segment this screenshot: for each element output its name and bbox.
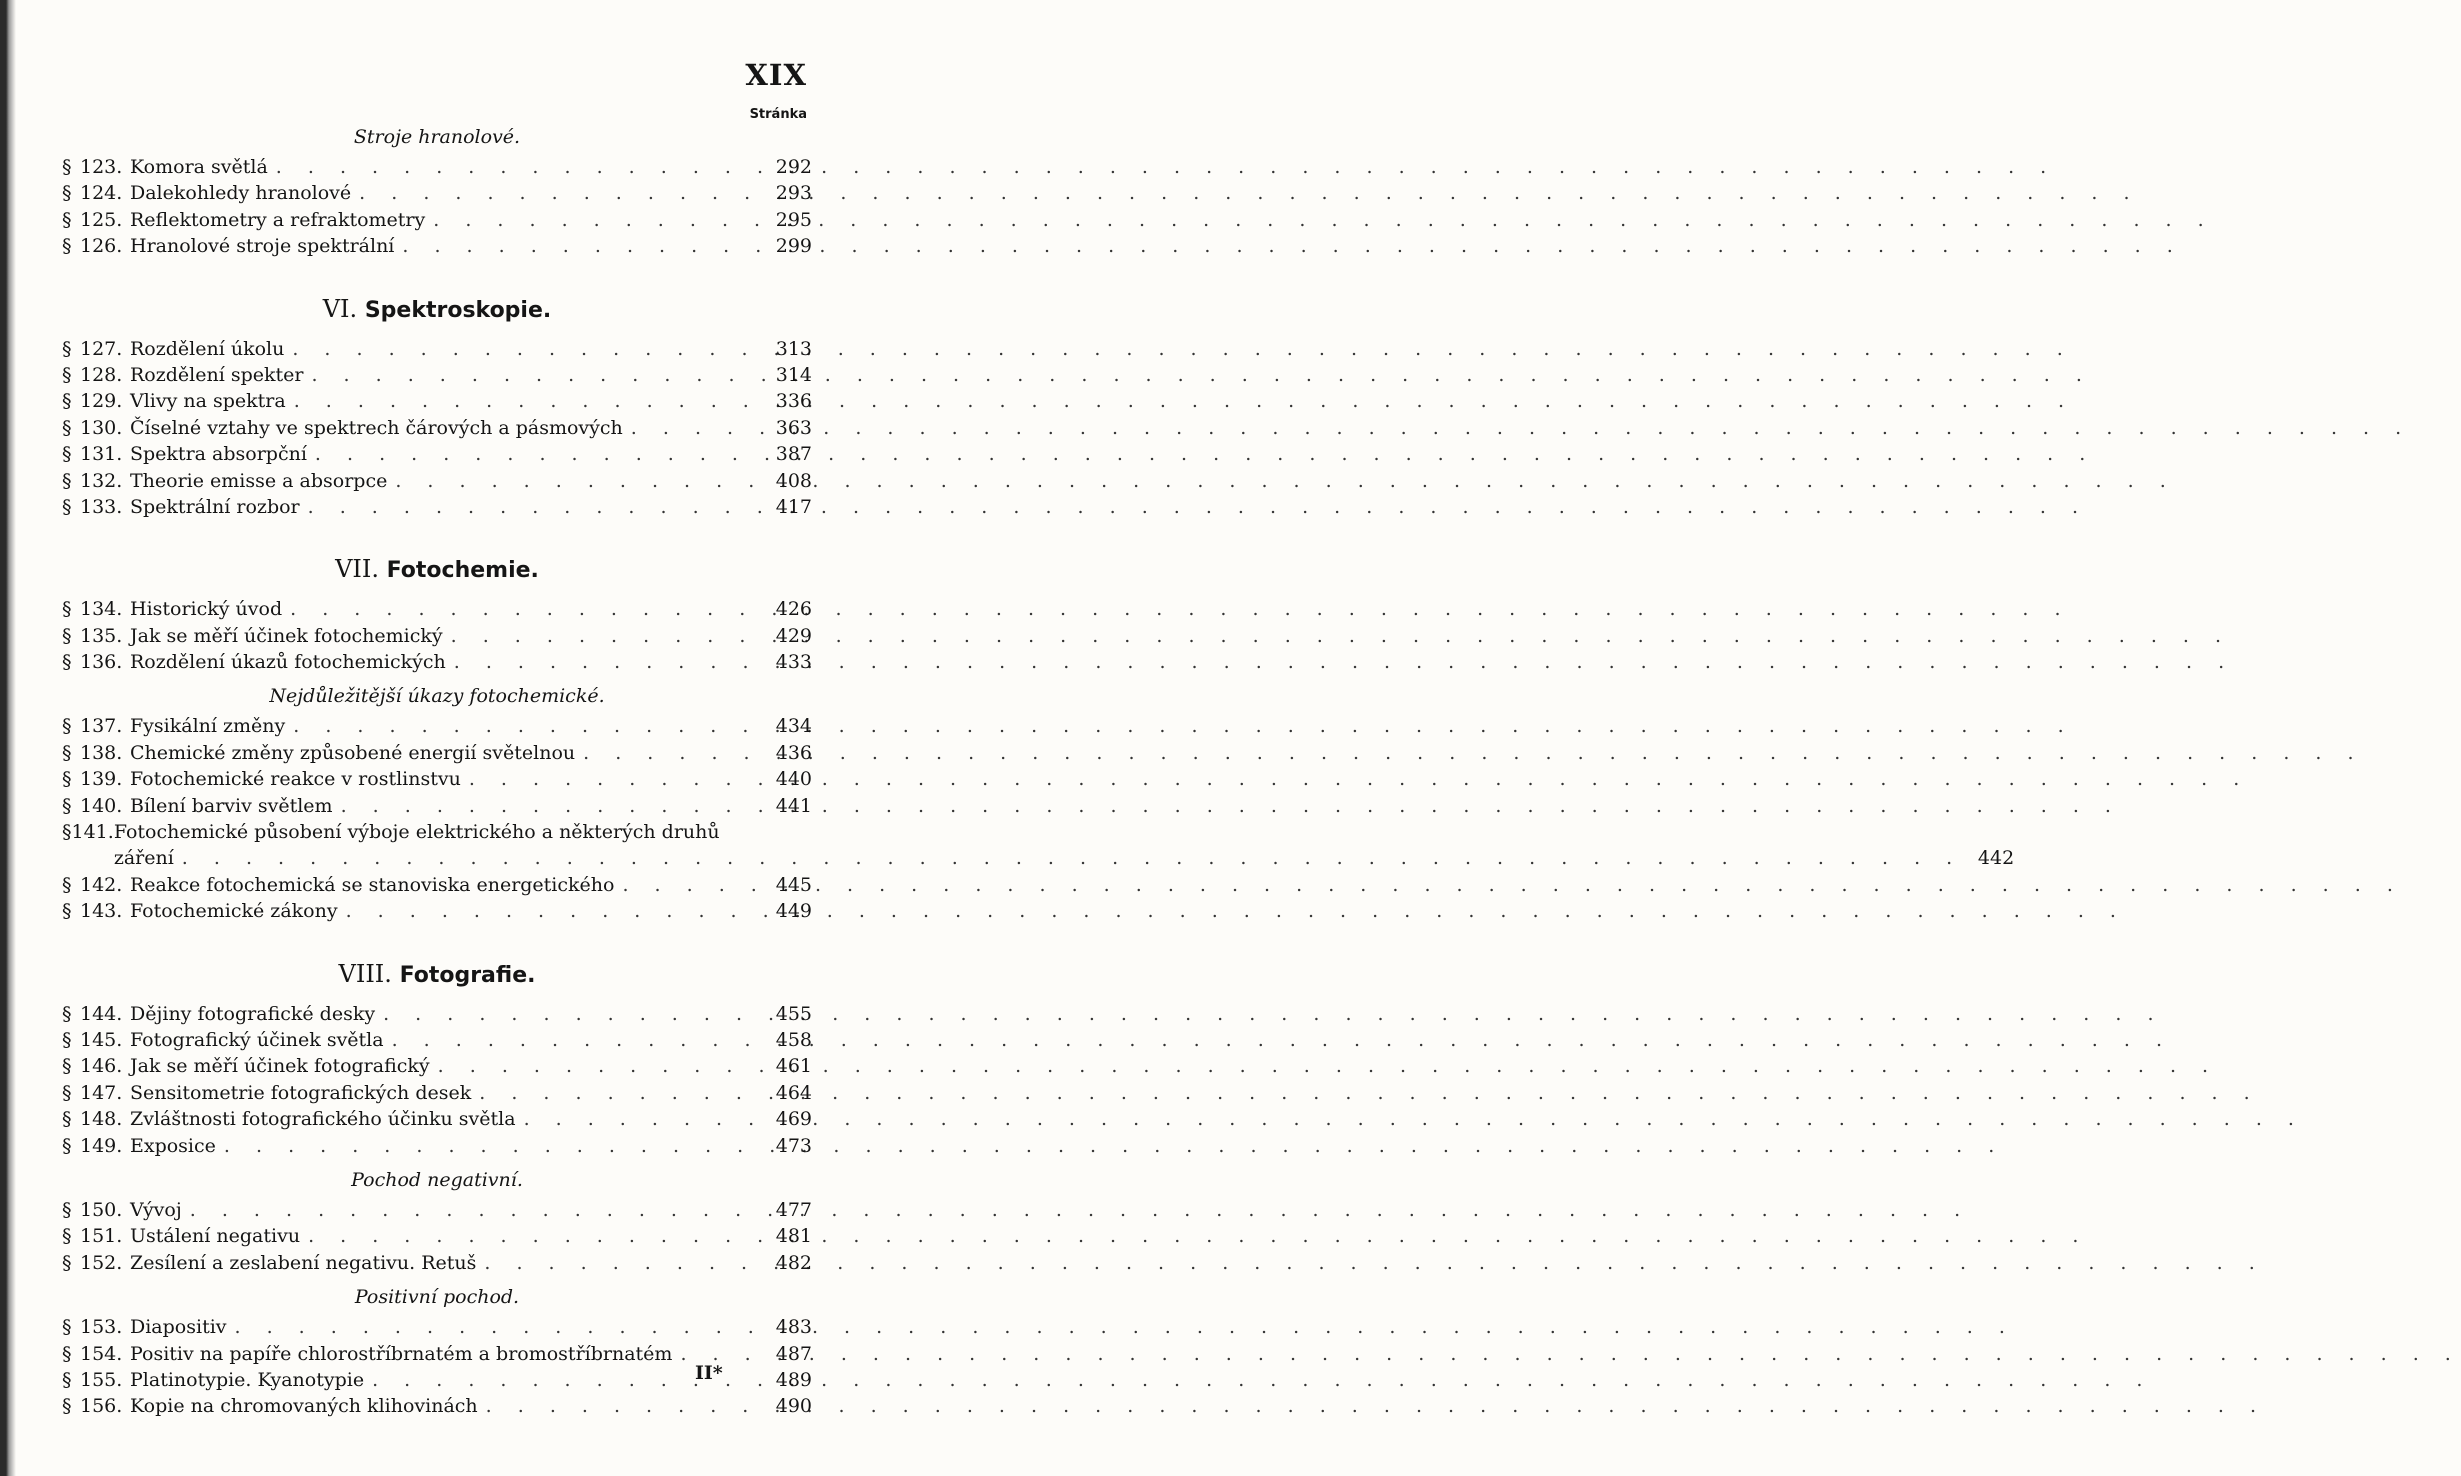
toc-entry <box>62 1082 812 1108</box>
entry-page: 295 <box>775 208 812 231</box>
toc-entry <box>62 742 812 768</box>
section-sign: § <box>62 495 72 518</box>
section-sign: § <box>62 443 72 466</box>
entry-title: Diapositiv <box>130 1316 227 1339</box>
section-sign: § <box>62 873 72 896</box>
entry-body <box>130 1108 760 1130</box>
section-sign: § <box>62 598 72 621</box>
entry-page: 440 <box>775 768 812 791</box>
section-sign: § <box>62 469 72 492</box>
entry-body <box>130 1395 760 1417</box>
entry-body <box>130 1055 760 1077</box>
section-sign: § <box>62 715 72 738</box>
dot-leader <box>174 847 1962 869</box>
entry-body <box>130 1082 760 1104</box>
entry-title: Dějiny fotografické desky <box>130 1002 376 1025</box>
section-number: 134. <box>80 598 123 621</box>
section-subheading: Pochod negativní. <box>351 1168 523 1191</box>
chapter-numeral: VII. <box>335 555 380 584</box>
entry-page: 429 <box>775 624 812 647</box>
section-sign: § <box>62 624 72 647</box>
section-number: 145. <box>80 1028 123 1051</box>
section-sign: § <box>62 363 72 386</box>
entry-body <box>130 390 760 412</box>
dot-leader <box>614 874 2402 896</box>
entry-page: 441 <box>775 794 812 817</box>
section-number: 148. <box>80 1108 123 1131</box>
entry-page: 455 <box>775 1002 812 1025</box>
dot-leader <box>384 1029 2172 1051</box>
entry-title: Dalekohledy hranolové <box>130 182 352 205</box>
dot-leader <box>425 209 2213 231</box>
entry-body <box>130 1343 760 1365</box>
section-sign: § <box>62 1342 72 1365</box>
entry-title: Hranolové stroje spektrální <box>130 235 395 258</box>
dot-leader <box>285 715 2073 737</box>
toc-entry <box>62 1316 812 1342</box>
entry-body <box>130 1369 760 1391</box>
entry-body <box>130 156 760 178</box>
dot-leader <box>268 156 2056 178</box>
toc-entry <box>62 496 812 522</box>
entry-body <box>130 1029 760 1051</box>
section-number: 135. <box>80 624 123 647</box>
toc-entry <box>62 625 812 651</box>
entry-body <box>130 182 760 204</box>
entry-page: 449 <box>775 900 812 923</box>
section-number: 153. <box>80 1316 123 1339</box>
section-number: 143. <box>80 900 123 923</box>
section-number: 137. <box>80 715 123 738</box>
entry-body <box>130 625 760 647</box>
toc-entry <box>62 1003 812 1029</box>
entry-title: Fotochemické zákony <box>130 900 338 923</box>
dot-leader <box>364 1369 2152 1391</box>
chapter-heading <box>62 552 812 588</box>
toc-entry <box>62 1225 812 1251</box>
toc-entry <box>62 338 812 364</box>
table-of-contents <box>62 118 2015 1422</box>
entry-page: 293 <box>775 182 812 205</box>
entry-page: 433 <box>775 651 812 674</box>
section-sign: § <box>62 821 72 844</box>
dot-leader <box>300 1225 2088 1247</box>
entry-title: Kopie na chromovaných klihovinách <box>130 1395 478 1418</box>
section-sign: § <box>62 390 72 413</box>
chapter-numeral: VI. <box>322 294 358 323</box>
section-number: 156. <box>80 1395 123 1418</box>
section-number: 138. <box>80 741 123 764</box>
entry-title: Ustálení negativu <box>130 1225 301 1248</box>
section-number: 147. <box>80 1081 123 1104</box>
entry-page: 292 <box>775 156 812 178</box>
dot-leader <box>461 768 2249 790</box>
section-sign: § <box>62 156 72 178</box>
page-number: XIX <box>745 58 807 92</box>
section-number: 133. <box>80 495 123 518</box>
toc-entry <box>62 235 812 261</box>
section-number: 131. <box>80 443 123 466</box>
chapter-numeral: VIII. <box>338 959 392 988</box>
section-number: 144. <box>80 1002 123 1025</box>
entry-body <box>130 598 760 620</box>
entry-title: Fotochemické působení výboje elektrického a některých druhů <box>113 821 720 844</box>
entry-title: Zvláštnosti fotografického účinku světla <box>130 1108 516 1131</box>
entry-title: Spektra absorpční <box>130 443 307 466</box>
entry-body <box>130 1225 760 1247</box>
chapter-heading <box>62 957 812 993</box>
entry-page: 490 <box>775 1395 812 1418</box>
entry-body <box>130 795 760 817</box>
printer-signature: II* <box>695 1362 723 1384</box>
toc-entry <box>62 1029 812 1055</box>
entry-page: 336 <box>775 390 812 413</box>
toc-entry <box>62 470 812 496</box>
section-sign: § <box>62 1316 72 1339</box>
entry-body <box>130 1252 760 1274</box>
section-number: 141. <box>71 821 114 844</box>
toc-entry <box>62 795 812 821</box>
entry-page: 469 <box>775 1108 812 1131</box>
entry-page: 314 <box>775 363 812 386</box>
toc-entry <box>62 900 812 926</box>
section-number: 123. <box>80 156 123 178</box>
chapter-heading <box>62 292 812 328</box>
section-sign: § <box>62 1108 72 1131</box>
entry-body <box>114 821 2014 874</box>
toc-entry <box>62 874 812 900</box>
section-sign: § <box>62 208 72 231</box>
section-number: 124. <box>80 182 123 205</box>
section-number: 151. <box>80 1225 123 1248</box>
dot-leader <box>575 742 2363 764</box>
section-number: 150. <box>80 1198 123 1221</box>
toc-entry <box>62 821 2015 874</box>
entry-body <box>130 1135 760 1157</box>
toc-entry <box>62 1055 812 1081</box>
entry-body <box>130 874 760 896</box>
section-sign: § <box>62 651 72 674</box>
entry-page: 483 <box>775 1316 812 1339</box>
dot-leader <box>476 1252 2264 1274</box>
dot-leader <box>387 470 2175 492</box>
toc-entry <box>62 1135 812 1161</box>
section-number: 130. <box>80 416 123 439</box>
section-sign: § <box>62 1395 72 1418</box>
section-number: 127. <box>80 337 123 360</box>
entry-page: 426 <box>775 598 812 621</box>
chapter-title: Fotochemie. <box>386 558 539 584</box>
entry-page: 473 <box>775 1134 812 1157</box>
entry-body <box>130 1316 760 1338</box>
section-number: 146. <box>80 1055 123 1078</box>
section-sign: § <box>62 416 72 439</box>
dot-leader <box>672 1343 2460 1365</box>
toc-entry <box>62 417 812 443</box>
entry-page: 487 <box>775 1342 812 1365</box>
entry-page: 482 <box>775 1251 812 1274</box>
dot-leader <box>430 1055 2218 1077</box>
entry-page: 442 <box>1977 847 2015 870</box>
dot-leader <box>394 235 2182 257</box>
entry-body <box>130 768 760 790</box>
entry-title: Positiv na papíře chlorostříbrnatém a bromostříbrnatém <box>130 1342 673 1365</box>
dot-leader <box>446 651 2234 673</box>
toc-entry <box>62 390 812 416</box>
dot-leader <box>182 1199 1970 1221</box>
entry-body <box>130 651 760 673</box>
toc-entry <box>62 443 812 469</box>
entry-title: Rozdělení spekter <box>130 363 304 386</box>
section-subheading: Nejdůležitější úkazy fotochemické. <box>269 685 605 708</box>
entry-title: Platinotypie. Kyanotypie <box>130 1368 365 1391</box>
dot-leader <box>333 795 2121 817</box>
section-sign: § <box>62 1081 72 1104</box>
section-number: 154. <box>80 1342 123 1365</box>
toc-entry <box>62 1252 812 1278</box>
entry-page: 445 <box>775 873 812 896</box>
section-sign: § <box>62 794 72 817</box>
section-sign: § <box>62 741 72 764</box>
toc-entry <box>62 651 812 677</box>
section-sign: § <box>62 1134 72 1157</box>
entry-body <box>130 715 760 737</box>
entry-body <box>130 1199 760 1221</box>
entry-title: Bílení barviv světlem <box>130 794 333 817</box>
entry-title: Vývoj <box>130 1198 182 1221</box>
dot-leader <box>471 1082 2259 1104</box>
entry-title: Jak se měří účinek fotochemický <box>130 624 443 647</box>
section-subheading: Stroje hranolové. <box>353 126 521 148</box>
section-sign: § <box>62 337 72 360</box>
entry-title: Fysikální změny <box>130 715 286 738</box>
dot-leader <box>286 390 2074 412</box>
section-sign: § <box>62 1251 72 1274</box>
entry-title: Chemické změny způsobené energií světelnou <box>130 741 576 764</box>
section-number: 126. <box>80 235 123 258</box>
entry-page: 363 <box>775 416 812 439</box>
entry-title-continuation: záření <box>113 847 174 870</box>
entry-page: 481 <box>775 1225 812 1248</box>
dot-leader <box>375 1003 2163 1025</box>
dot-leader <box>227 1316 2015 1338</box>
dot-leader <box>282 598 2070 620</box>
entry-title: Vlivy na spektra <box>130 390 286 413</box>
page-binding-edge <box>0 0 16 1476</box>
dot-leader <box>443 625 2231 647</box>
entry-body <box>130 1003 760 1025</box>
section-sign: § <box>62 1198 72 1221</box>
entry-title: Reflektometry a refraktometry <box>130 208 426 231</box>
section-number: 136. <box>80 651 123 674</box>
entry-title: Rozdělení úkazů fotochemických <box>130 651 446 674</box>
entry-body <box>130 338 760 360</box>
section-sign: § <box>62 1368 72 1391</box>
dot-leader <box>478 1395 2266 1417</box>
entry-body <box>130 364 760 386</box>
entry-title: Číselné vztahy ve spektrech čárových a pásmových <box>130 416 623 439</box>
section-sign: § <box>62 1002 72 1025</box>
entry-title: Sensitometrie fotografických desek <box>130 1081 472 1104</box>
dot-leader <box>307 443 2095 465</box>
section-number: 139. <box>80 768 123 791</box>
entry-body <box>130 443 760 465</box>
entry-page: 489 <box>775 1368 812 1391</box>
entry-title: Theorie emisse a absorpce <box>130 469 388 492</box>
entry-body <box>130 742 760 764</box>
dot-leader <box>623 417 2411 439</box>
entry-body <box>130 417 760 439</box>
toc-entry <box>62 209 812 235</box>
entry-page: 458 <box>775 1028 812 1051</box>
toc-entry <box>62 182 812 208</box>
page-column-label: Stránka <box>749 107 807 122</box>
entry-title-continued-line <box>114 847 2014 873</box>
entry-page: 299 <box>775 235 812 258</box>
toc-entry <box>62 156 812 182</box>
section-number: 155. <box>80 1368 123 1391</box>
entry-body <box>130 470 760 492</box>
toc-entry <box>62 1108 812 1134</box>
toc-entry <box>62 1395 812 1421</box>
entry-title: Fotochemické reakce v rostlinstvu <box>130 768 461 791</box>
toc-entry <box>62 715 812 741</box>
section-sign: § <box>62 1028 72 1051</box>
entry-page: 434 <box>775 715 812 738</box>
entry-title: Reakce fotochemická se stanoviska energetického <box>130 873 615 896</box>
section-sign: § <box>62 1055 72 1078</box>
section-number: 125. <box>80 208 123 231</box>
section-sign: § <box>62 182 72 205</box>
toc-entry <box>62 598 812 624</box>
section-number: 140. <box>80 794 123 817</box>
section-number: 129. <box>80 390 123 413</box>
entry-title: Exposice <box>130 1134 216 1157</box>
section-sign: § <box>62 1225 72 1248</box>
entry-title: Rozdělení úkolu <box>130 337 285 360</box>
entry-page: 313 <box>775 337 812 360</box>
entry-body <box>130 900 760 922</box>
entry-title: Historický úvod <box>130 598 283 621</box>
chapter-title: Fotografie. <box>399 962 536 988</box>
toc-entry <box>62 768 812 794</box>
section-number: 149. <box>80 1134 123 1157</box>
entry-title: Fotografický účinek světla <box>130 1028 384 1051</box>
section-subheading: Positivní pochod. <box>354 1286 520 1309</box>
section-number: 142. <box>80 873 123 896</box>
entry-page: 408 <box>775 469 812 492</box>
toc-entry <box>62 1199 812 1225</box>
dot-leader <box>300 496 2088 518</box>
section-number: 152. <box>80 1251 123 1274</box>
dot-leader <box>351 182 2139 204</box>
entry-page: 461 <box>775 1055 812 1078</box>
entry-body <box>130 209 760 231</box>
chapter-title: Spektroskopie. <box>364 297 552 323</box>
section-number: 132. <box>80 469 123 492</box>
dot-leader <box>284 338 2072 360</box>
entry-body <box>130 496 760 518</box>
entry-title: Zesílení a zeslabení negativu. Retuš <box>130 1251 477 1274</box>
entry-page: 464 <box>775 1081 812 1104</box>
section-number: 128. <box>80 363 123 386</box>
section-sign: § <box>62 235 72 258</box>
dot-leader <box>338 900 2126 922</box>
toc-entry <box>62 364 812 390</box>
entry-title: Spektrální rozbor <box>130 495 300 518</box>
section-sign: § <box>62 768 72 791</box>
entry-page: 417 <box>775 495 812 518</box>
dot-leader <box>303 364 2091 386</box>
entry-title: Komora světlá <box>130 156 268 178</box>
entry-page: 387 <box>775 443 812 466</box>
section-sign: § <box>62 900 72 923</box>
entry-body <box>130 235 760 257</box>
dot-leader <box>216 1135 2004 1157</box>
entry-page: 436 <box>775 741 812 764</box>
entry-page: 477 <box>775 1198 812 1221</box>
entry-title: Jak se měří účinek fotografický <box>130 1055 430 1078</box>
